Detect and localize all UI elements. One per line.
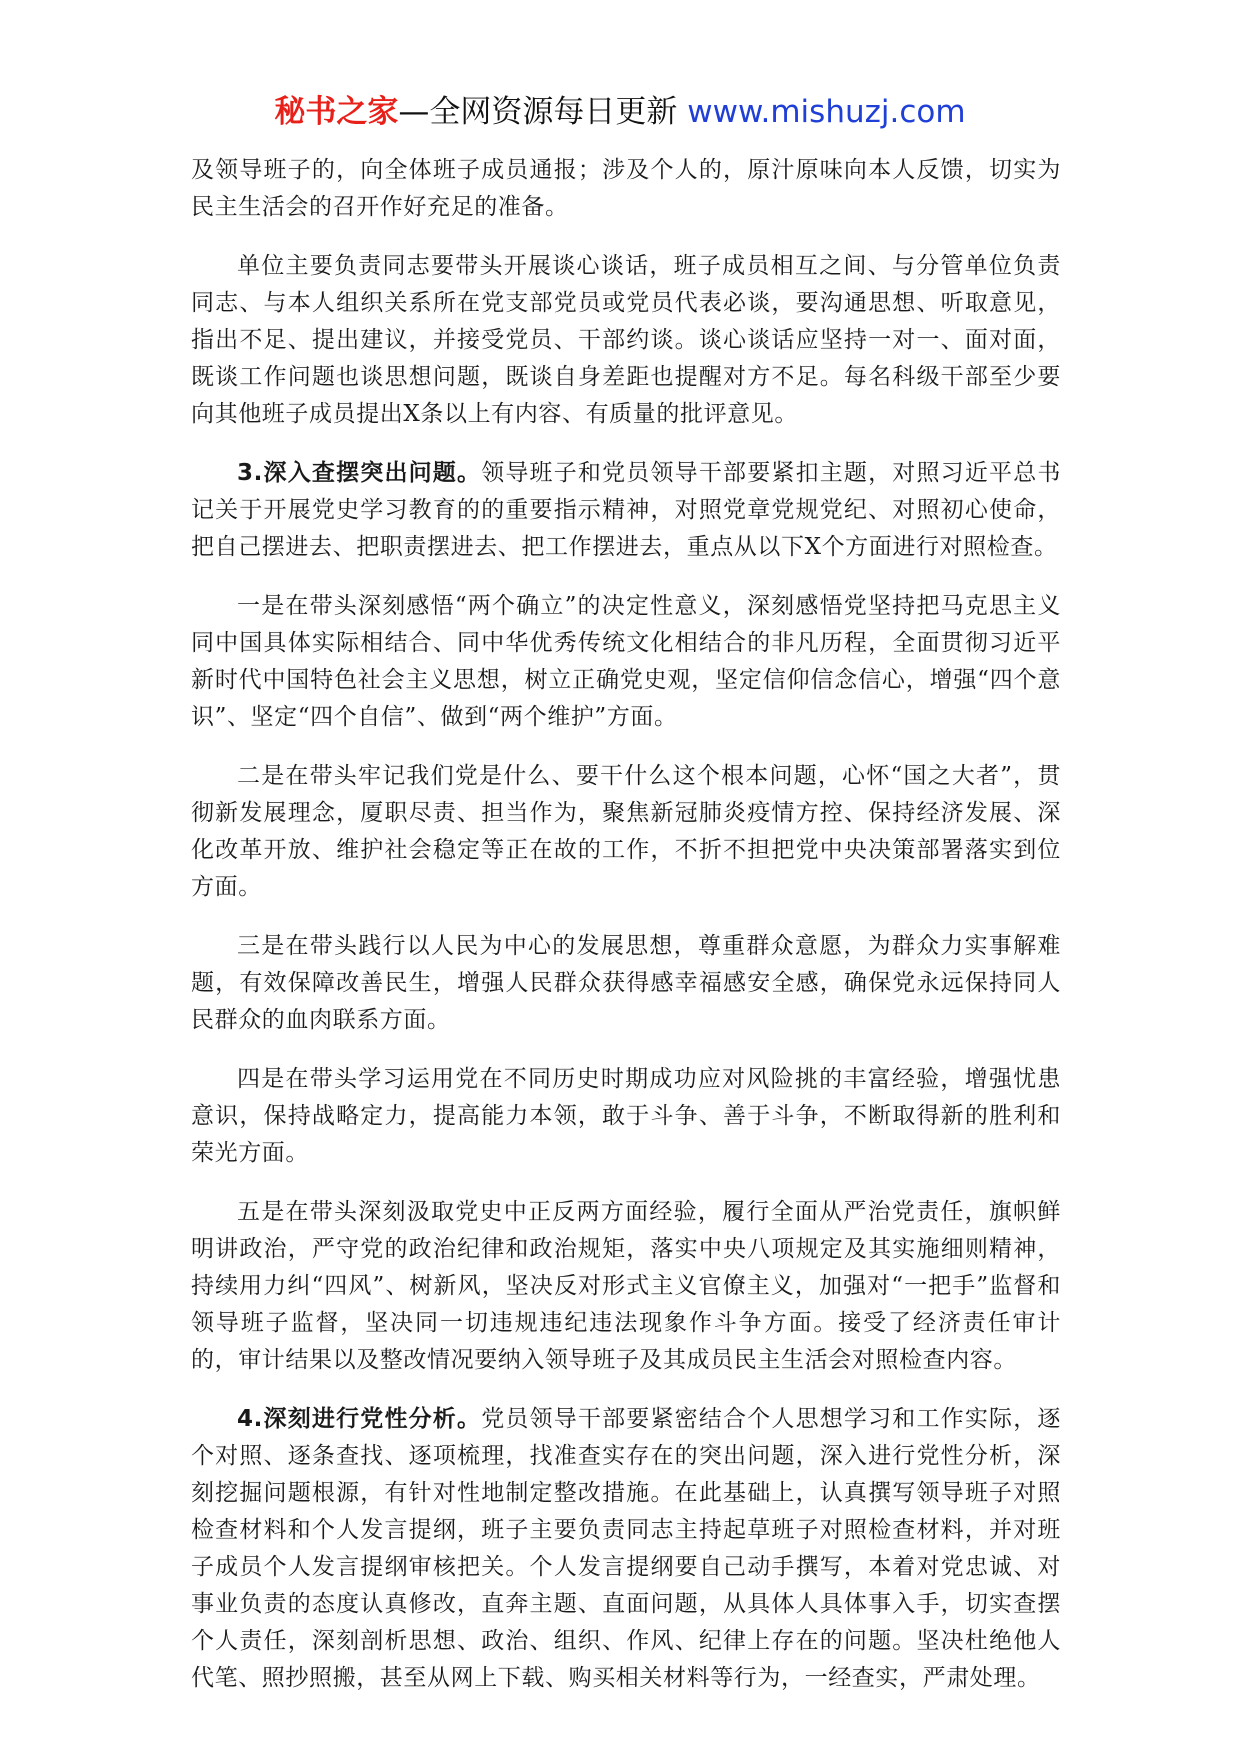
paragraph-continuation	[191, 152, 1061, 226]
paragraph-text: 四是在带头学习运用党在不同历史时期成功应对风险挑的丰富经验，增强忧患意识，保持战略定力，提高能力本领，敢于斗争、善于斗争，不断取得新的胜利和荣光方面。	[191, 1066, 1061, 1166]
section-heading: 3.深入查摆突出问题。	[237, 460, 482, 486]
paragraph-text: 及领导班子的，向全体班子成员通报；涉及个人的，原汁原味向本人反馈，切实为民主生活会的召开作好充足的准备。	[191, 157, 1061, 220]
site-url-link[interactable]: www.mishuzj.com	[687, 94, 966, 130]
paragraph-text: 单位主要负责同志要带头开展谈心谈话，班子成员相互之间、与分管单位负责同志、与本人组织关系所在党支部党员或党员代表必谈，要沟通思想、听取意见，指出不足、提出建议，并接受党员、干部约谈。谈心谈话应坚持一对一、面对面，既谈工作问题也谈思想问题，既谈自身差距也提醒对方不足。每名科级干部至少要向其他班子成员提出X条以上有内容、有质量的批评意见。	[191, 253, 1061, 427]
site-banner	[0, 92, 1240, 132]
item-two-paragraph	[191, 758, 1061, 906]
paragraph-text: 三是在带头践行以人民为中心的发展思想，尊重群众意愿，为群众力实事解难题，有效保障改善民生，增强人民群众获得感幸福感安全感，确保党永远保持同人民群众的血肉联系方面。	[191, 933, 1061, 1033]
paragraph-text: 五是在带头深刻汲取党史中正反两方面经验，履行全面从严治党责任，旗帜鲜明讲政治，严守党的政治纪律和政治规矩，落实中央八项规定及其实施细则精神，持续用力纠“四风”、树新风，坚决反对形式主义官僚主义，加强对“一把手”监督和领导班子监督，坚决同一切违规违纪违法现象作斗争方面。接受了经济责任审计的，审计结果以及整改情况要纳入领导班子及其成员民主生活会对照检查内容。	[191, 1199, 1061, 1373]
site-brand: 秘书之家	[274, 94, 399, 130]
site-tagline: —全网资源每日更新	[398, 94, 688, 130]
document-body	[191, 152, 1061, 1719]
item-three-paragraph	[191, 928, 1061, 1039]
paragraph-text: 二是在带头牢记我们党是什么、要干什么这个根本问题，心怀“国之大者”，贯彻新发展理念，厦职尽责、担当作为，聚焦新冠肺炎疫情方控、保持经济发展、深化改革开放、维护社会稳定等正在故的工作，不折不担把党中央决策部署落实到位方面。	[191, 763, 1061, 900]
section-heading: 4.深刻进行党性分析。	[237, 1406, 482, 1432]
paragraph-text: 领导班子和党员领导干部要紧扣主题，对照习近平总书记关于开展党史学习教育的的重要指示精神，对照党章党规党纪、对照初心使命，把自己摆进去、把职责摆进去、把工作摆进去，重点从以下X个方面进行对照检查。	[191, 460, 1062, 560]
paragraph-talks	[191, 248, 1061, 433]
item-five-paragraph	[191, 1194, 1061, 1379]
paragraph-text: 一是在带头深刻感悟“两个确立”的决定性意义，深刻感悟党坚持把马克思主义同中国具体实际相结合、同中华优秀传统文化相结合的非凡历程，全面贯彻习近平新时代中国特色社会主义思想，树立正确党史观，坚定信仰信念信心，增强“四个意识”、坚定“四个自信”、做到“两个维护”方面。	[191, 593, 1061, 730]
section-3-paragraph	[191, 455, 1061, 566]
item-four-paragraph	[191, 1061, 1061, 1172]
item-one-paragraph	[191, 588, 1061, 736]
paragraph-text: 党员领导干部要紧密结合个人思想学习和工作实际，逐个对照、逐条查找、逐项梳理，找准查实存在的突出问题，深入进行党性分析，深刻挖掘问题根源，有针对性地制定整改措施。在此基础上，认真撰写领导班子对照检查材料和个人发言提纲，班子主要负责同志主持起草班子对照检查材料，并对班子成员个人发言提纲审核把关。个人发言提纲要自己动手撰写，本着对党忠诚、对事业负责的态度认真修改，直奔主题、直面问题，从具体人具体事入手，切实查摆个人责任，深刻剖析思想、政治、组织、作风、纪律上存在的问题。坚决杜绝他人代笔、照抄照搬，甚至从网上下载、购买相关材料等行为，一经查实，严肃处理。	[191, 1406, 1062, 1691]
section-4-paragraph	[191, 1401, 1061, 1697]
